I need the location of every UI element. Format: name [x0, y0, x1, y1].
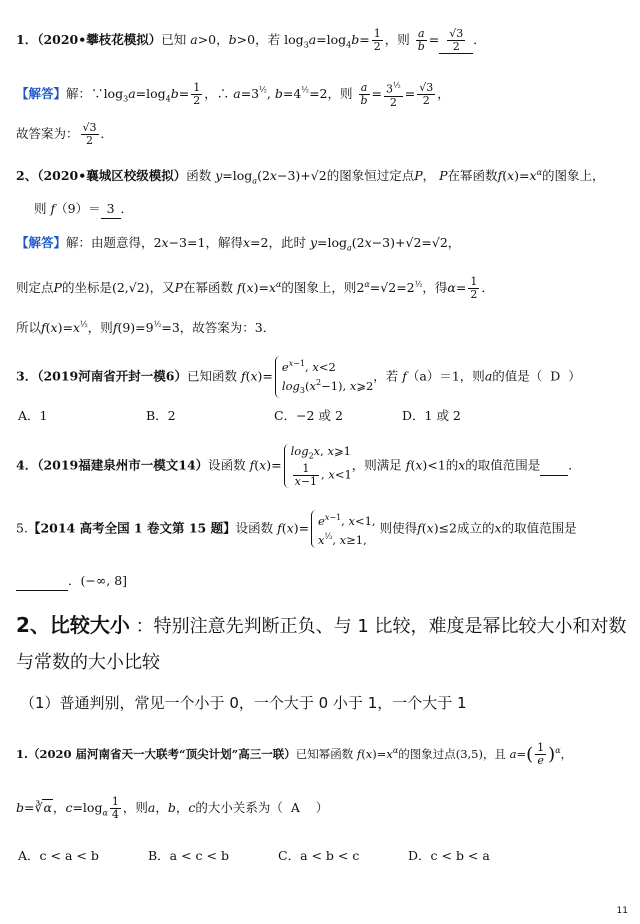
problem-5-answer: ．(−∞, 8]: [16, 572, 624, 591]
problem-2: 2、（2020•襄城区校级模拟）函数 $y=\log_a(2x-3)+√2$的图象恒过定点P， P在幂函数$f(x)=x^\alpha$的图象上，: [16, 168, 605, 186]
problem-2-line2: 则 f（9）＝ 3 ．: [34, 200, 624, 219]
section-heading-line2: 与常数的大小比较: [16, 652, 160, 673]
problem-5: 5.【2014 高考全国 1 卷文第 15 题】设函数 $f(x)= e^{x-1}$, x<1, $x^{\frac{1}{3}}$, x≥1, 则使得f(x)≤2成立的x的取值范围是: [16, 510, 624, 548]
section-heading: 2、比较大小 ：特别注意先判断正负、与 1 比较，难度是幂比较大小和对数: [16, 613, 627, 637]
question-1-line2: b=∛α，$c=\log_\alpha$ $\frac{1}{4}$ ，则a，b，c的大小关系为（ A ）: [16, 795, 329, 821]
solution-1: 【解答】解：$\because\log_3a=\log_4b=$ $\frac{1}{2}$ ，∴ $a=3^{\frac{1}{2}}$, $b=4^{\frac{1}{2}}=2$，则 $\frac{a}{b}$ = $\frac{3^{\frac{1}{2}}}{2}$ = $\frac{√3}{2}$ ，: [16, 80, 450, 109]
problem-4: 4．（2019福建泉州市一模文14）设函数 $f(x)=\log_2x$, x⩾1 $\frac{1}{x-1}$ , x<1，则满足 f(x)<1的x的取值范围是 ．: [16, 444, 581, 489]
problem-3: 3．（2019河南省开封一模6）已知函数 $f(x)=e^{x-1}$, x<2 $\log_3(x^2-1)$, x⩾2，若 f（a）＝1，则a的值是（ D ）: [16, 356, 624, 398]
final-answer-1: 故答案为： $\frac{√3}{2}$ ．: [16, 121, 114, 147]
solution-2: 【解答】解：由题意得，2x−3=1，解得x=2，此时 $y=\log_a(2x-3)+√2=√2$，: [16, 235, 461, 253]
subsection-heading: （1）普通判别，常见一个小于 0，一个大于 0 小于 1，一个大于 1: [20, 694, 467, 712]
solution-2-line2: 则定点P的坐标是(2,√2)，又P在幂函数 $f(x)=x^\alpha$的图象上，则$2^\alpha=√2=2^{\frac{1}{2}}$，得α= $\frac{1}{2}$ ．: [16, 275, 494, 302]
problem-1: 1．（2020•攀枝花模拟）已知 a>0，b>0，若 $\log_3a=\log_4b=$ $\frac{1}{2}$ ，则 $\frac{a}{b}$ = $\frac{√3}{2}$ ．: [16, 27, 486, 53]
question-1-options: A．c < a < b B．a < c < b C．a < b < c D．c < b < a: [18, 848, 490, 863]
problem-3-options: A．1 B．2 C．−2 或 2 D．1 或 2: [18, 408, 461, 423]
page-number: 11: [616, 906, 628, 916]
question-1: 1.（2020 届河南省天一大联考“顶尖计划”高三一联）已知幂函数 $f(x)=x^\alpha$的图象过点(3,5)，且 a=( $\frac{1}{e}$ )$^\alpha$，: [16, 741, 573, 768]
solution-2-line3: 所以$f(x)=x^{\frac{1}{2}}$，则$f(9)=9^{\frac{1}{2}}=3$，故答案为：3．: [16, 320, 276, 336]
